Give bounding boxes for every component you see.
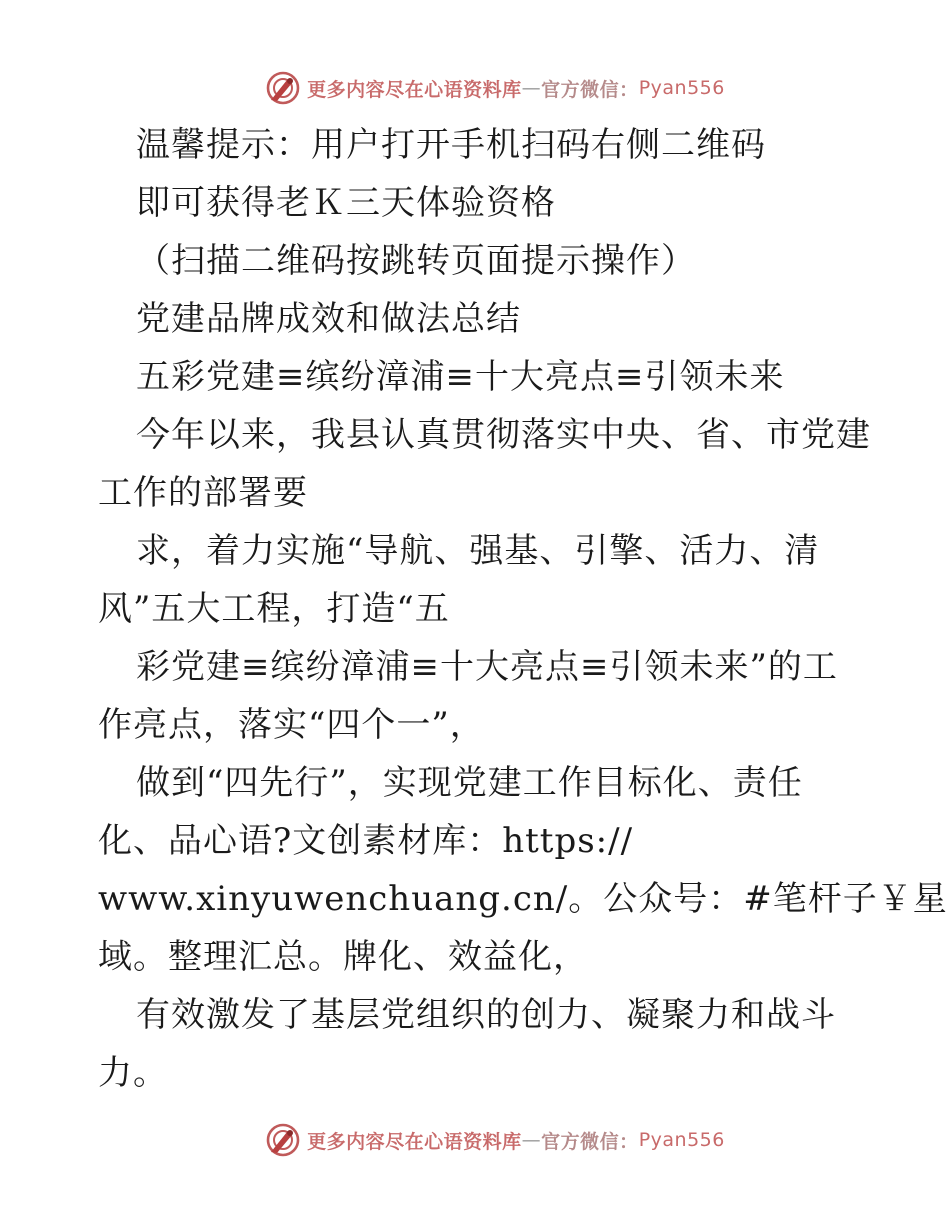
- watermark-site: 更多内容尽在心语资料库: [307, 1130, 522, 1153]
- text-line: 工作的部署要: [98, 473, 308, 513]
- text-line: 彩党建≡缤纷漳浦≡十大亮点≡引领未来”的工: [136, 647, 838, 687]
- watermark-text: [307, 75, 725, 102]
- watermark-text: [307, 1127, 725, 1154]
- watermark-content: [265, 70, 725, 106]
- brand-logo-icon: [265, 70, 301, 106]
- watermark-separator: —: [521, 1129, 542, 1151]
- text-line: 温馨提示：用户打开手机扫码右侧二维码: [136, 125, 766, 165]
- watermark-wechat-id: Pyan556: [638, 77, 725, 99]
- watermark-footer: [0, 1120, 950, 1160]
- watermark-content: [265, 1122, 725, 1158]
- brand-logo-icon: [265, 1122, 301, 1158]
- text-line: 即可获得老Ｋ三天体验资格: [136, 183, 556, 223]
- text-line: 求，着力实施“导航、强基、引擎、活力、清: [136, 531, 820, 571]
- text-line: 域。整理汇总。牌化、效益化，: [98, 937, 588, 977]
- watermark-label: 官方微信：: [541, 78, 639, 101]
- text-line: 五彩党建≡缤纷漳浦≡十大亮点≡引领未来: [136, 357, 785, 397]
- watermark-label: 官方微信：: [541, 1130, 639, 1153]
- text-line: 力。: [98, 1053, 168, 1093]
- watermark-separator: —: [521, 77, 542, 99]
- watermark-header: [0, 68, 950, 108]
- text-line: 风”五大工程，打造“五: [98, 589, 450, 629]
- watermark-wechat-id: Pyan556: [638, 1129, 725, 1151]
- text-line: 化、品心语?文创素材库：https://: [98, 821, 634, 861]
- text-line: 党建品牌成效和做法总结: [136, 299, 521, 339]
- text-line: （扫描二维码按跳转页面提示操作）: [136, 241, 696, 281]
- text-line: 做到“四先行”，实现党建工作目标化、责任: [136, 763, 803, 803]
- watermark-site: 更多内容尽在心语资料库: [307, 78, 522, 101]
- text-line: 有效激发了基层党组织的创力、凝聚力和战斗: [136, 995, 836, 1035]
- text-line: 作亮点，落实“四个一”，: [98, 705, 485, 745]
- document-body: [98, 116, 948, 1102]
- text-line: 今年以来，我县认真贯彻落实中央、省、市党建: [136, 415, 871, 455]
- text-line: www.xinyuwenchuang.cn/。公众号：#笔杆子￥星: [98, 879, 948, 919]
